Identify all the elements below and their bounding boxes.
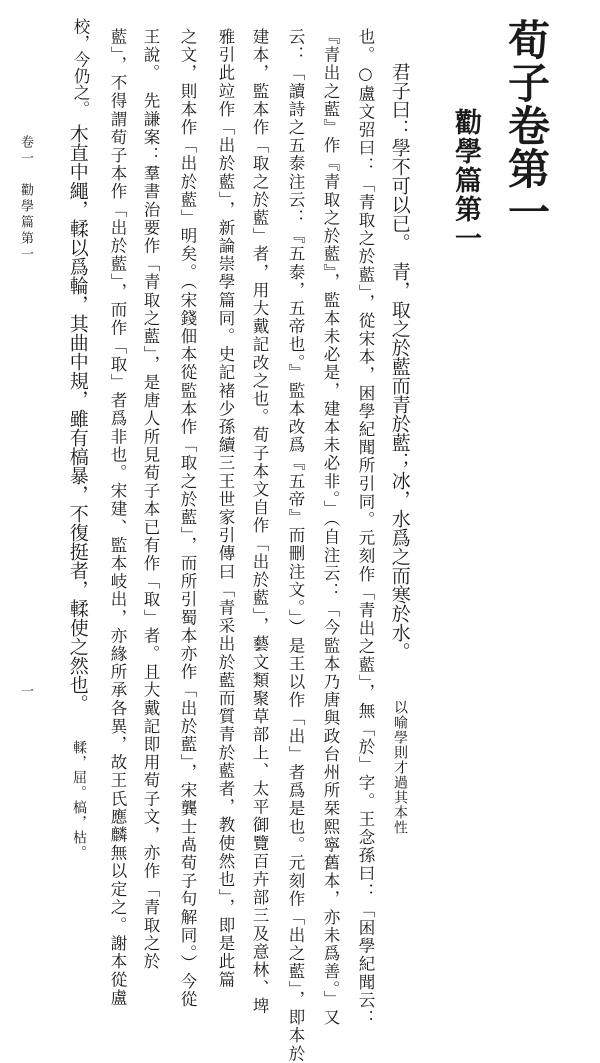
commentary-column: 雅引此竝作「出於藍」，新論崇學篇同。史記褚少孫續三王世家引傳曰「青采出於藍而質青於藍者，教使然也」，即是此篇 (216, 28, 235, 989)
commentary-column: 建本，監本作「取之於藍」者，用大戴記改之也。荀子本文自作「出於藍」，藝文類聚草部上、太平御覽百卉部三及意林、埤 (250, 28, 269, 1016)
commentary-column: 王說。 先謙案：羣書治要作「青取之藍」，是唐人所見荀子本已有作「取」者。且大戴記即用荀子文，亦作「青取之於 (141, 28, 160, 971)
commentary-column: 之文，則本作「出於藍」明矣。（宋錢佃本從監本作「取之於藍」，而所引蜀本亦作「出於藍」，宋龔士卨荀子句解同。）今從 (178, 28, 197, 1009)
book-title: 荀子卷第一 (502, 18, 551, 233)
commentary-column: 『青出之藍』作『青取之於藍』，監本未必是，建本未必非。」（自注云：「今監本乃唐與政台州所栞熙寧舊本，亦未爲善。」又 (321, 28, 340, 1027)
main-text-sentence: 青，取之於藍而青於藍；冰，水爲之而寒於水。 (388, 262, 411, 661)
commentary-column: 藍」，不得謂荀子本作「出於藍」，而作「取」者爲非也。宋建、監本岐出，亦緣所承各異，故王氏應麟無以定之。謝本從盧 (108, 28, 127, 1007)
main-text-note: 輮，屈。槁，枯。 (71, 740, 87, 860)
main-text-column (388, 62, 411, 661)
chapter-title: 勸學篇第一 (450, 108, 481, 253)
page-number: 一 (18, 684, 33, 700)
running-head: 卷一 勸學篇第一 (18, 135, 33, 263)
commentary-column: 校，今仍之。 (71, 18, 90, 117)
commentary-column: 也。○盧文弨曰：「青取之於藍」，從宋本，困學紀聞所引同。元刻作「青出之藍」，無「於」字。王念孫曰：「困學紀聞云： (356, 28, 375, 1028)
main-text-note: 以喻學則才過其本性 (392, 700, 408, 835)
commentary-column: 云：「讀詩之五泰注云：『五泰，五帝也。』監本改爲『五帝』而刪注文。」）是王以作「出」者爲是也。元刻作「出之藍」，即本於 (286, 28, 305, 1063)
main-text-sentence: 君子曰：學不可以已。 (388, 62, 411, 252)
main-text-column: 木直中繩，輮以爲輪，其曲中規，雖有槁暴，不復挺者，輮使之然也。 (66, 124, 89, 713)
